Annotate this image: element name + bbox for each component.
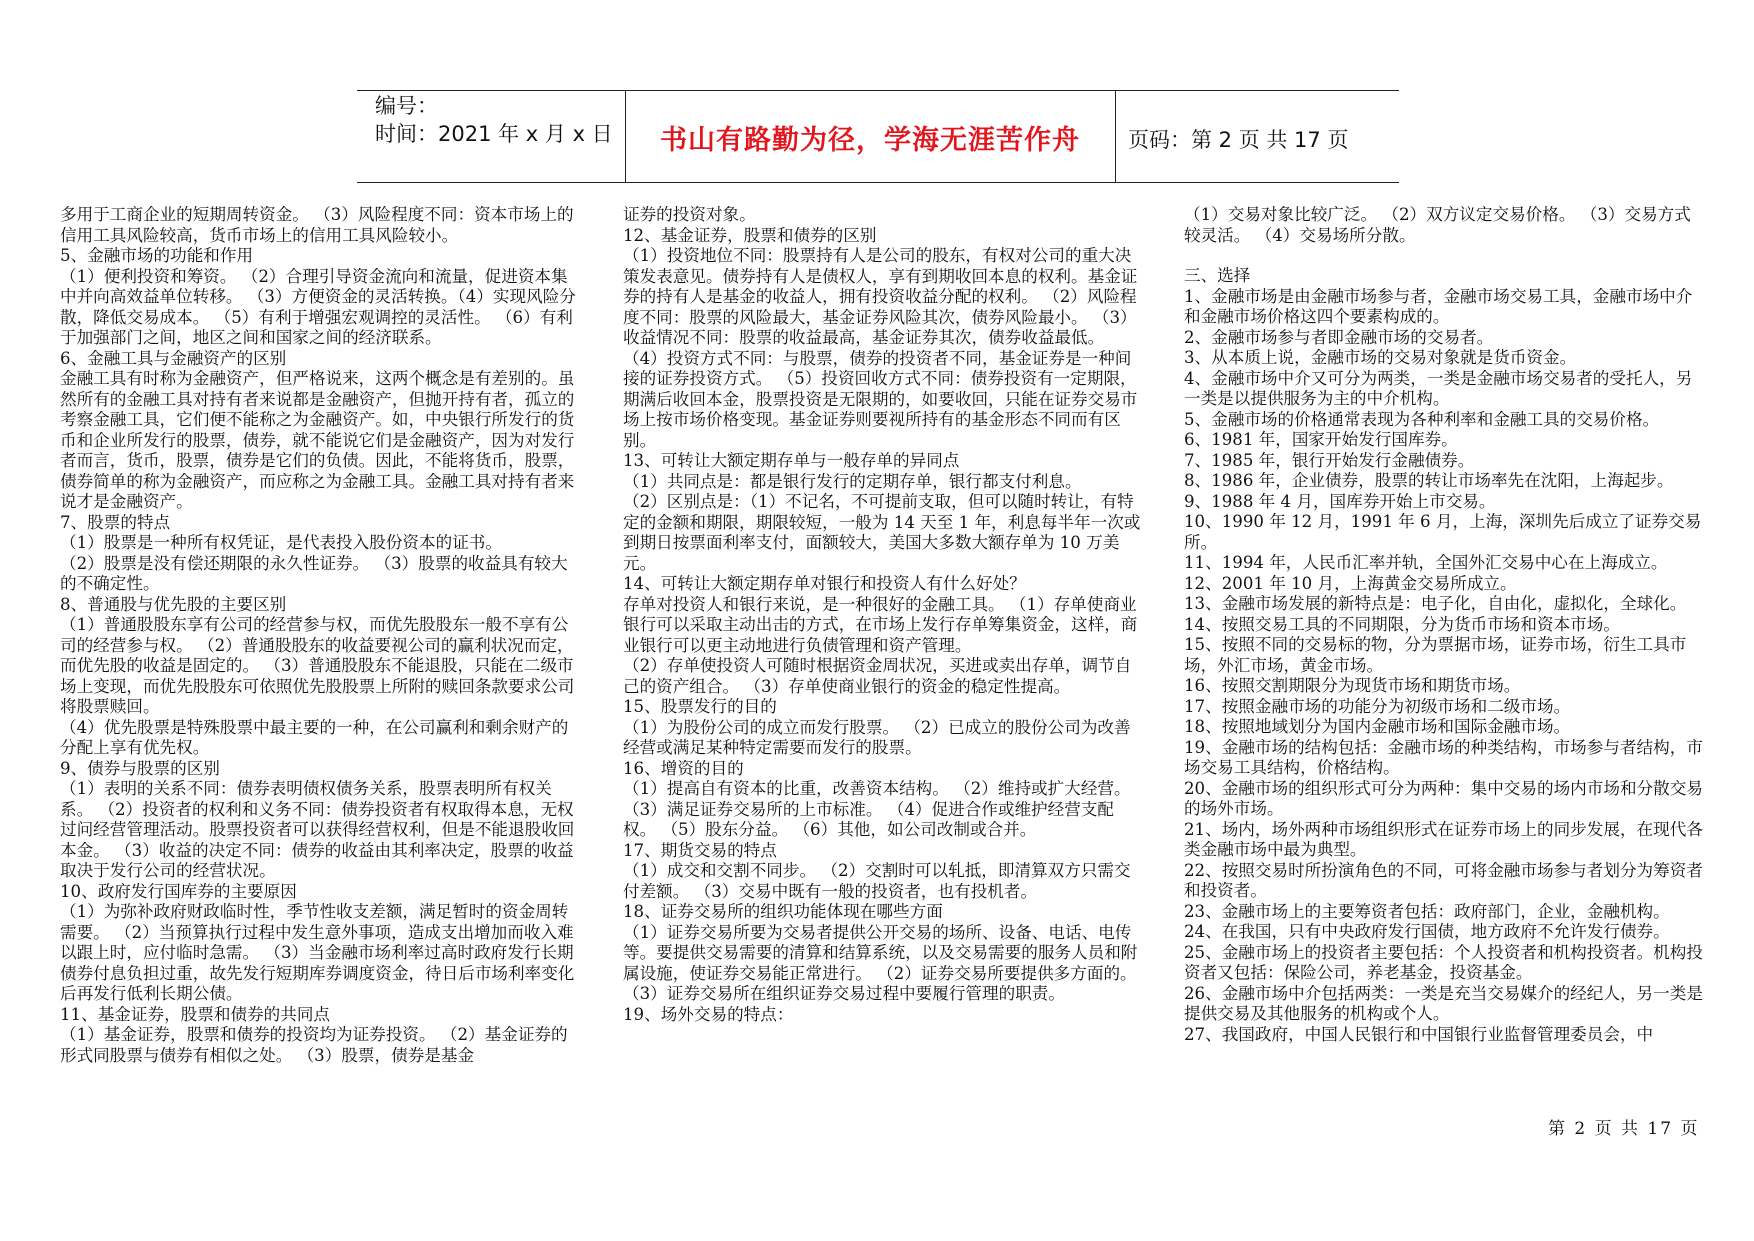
- list-item: 24、在我国，只有中央政府发行国债，地方政府不允许发行债券。: [1184, 922, 1670, 941]
- paragraph: （1）为弥补政府财政临时性，季节性收支差额，满足暂时的资金周转需要。 （2）当预算执行过程中发生意外事项，造成支出增加而收入难以跟上时，应付临时急需。 （3）当金融市场利率过高时政府发行长期债券付息负担过重，故先发行短期库券调度资金，待日后市场利率变化后再发行低利长期公债。: [60, 902, 575, 1003]
- text-column-3: [1184, 205, 1704, 1105]
- time-label: 时间：2021 年 x 月 x 日: [375, 122, 613, 146]
- paragraph: （1）提高自有资本的比重，改善资本结构。 （2）维持或扩大经营。（3）满足证券交易所的上市标准。 （4）促进合作或维护经营支配权。 （5）股东分益。 （6）其他，如公司改制或合并。: [623, 779, 1131, 839]
- list-item: 1、金融市场是由金融市场参与者，金融市场交易工具，金融市场中介和金融市场价格这四个要素构成的。: [1184, 286, 1693, 326]
- paragraph: 13、可转让大额定期存单与一般存单的异同点: [623, 451, 960, 470]
- paragraph: 17、期货交易的特点: [623, 840, 777, 860]
- paragraph: （1）表明的关系不同：债券表明债权债务关系，股票表明所有权关系。 （2）投资者的权利和义务不同：债券投资者有权取得本息，无权过问经营管理活动。股票投资者可以获得经营权利，但是不能退股收回本金。 （3）收益的决定不同：债券的收益由其利率决定，股票的收益取决于发行公司的经营状况。: [60, 779, 575, 880]
- paragraph: （1）证券交易所要为交易者提供公开交易的场所、设备、电话、电传等。要提供交易需要的清算和结算系统，以及交易需要的服务人员和附属设施，使证券交易能正常进行。 （2）证券交易所要提供多方面的。 （3）证券交易所在组织证券交易过程中要履行管理的职责。: [623, 922, 1138, 1003]
- list-item: 8、1986 年，企业债券，股票的转让市场率先在沈阳，上海起步。: [1184, 471, 1674, 490]
- header-divider-right: [1115, 90, 1116, 182]
- paragraph: 5、金融市场的功能和作用: [60, 246, 254, 265]
- paragraph: 15、股票发行的目的: [623, 697, 777, 716]
- text-column-1: [60, 205, 580, 1105]
- paragraph: 11、基金证券，股票和债券的共同点: [60, 1004, 331, 1024]
- paragraph: （1）为股份公司的成立而发行股票。 （2）已成立的股份公司为改善经营或满足某种特定需要而发行的股票。: [623, 717, 1131, 757]
- spacer: [1184, 246, 1704, 266]
- paragraph: （2）股票是没有偿还期限的永久性证券。 （3）股票的收益具有较大的不确定性。: [60, 553, 568, 593]
- list-item: 18、按照地域划分为国内金融市场和国际金融市场。: [1184, 717, 1571, 736]
- footer-page-number: 第 2 页 共 17 页: [1548, 1119, 1700, 1139]
- list-item: 25、金融市场上的投资者主要包括：个人投资者和机构投资者。机构投资者又包括：保险公司，养老基金，投资基金。: [1184, 942, 1703, 982]
- header-meta: [375, 92, 613, 148]
- list-item: 21、场内，场外两种市场组织形式在证券市场上的同步发展，在现代各类金融市场中最为典型。: [1184, 819, 1703, 859]
- list-item: 26、金融市场中介包括两类：一类是充当交易媒介的经纪人，另一类是提供交易及其他服务的机构或个人。: [1184, 983, 1703, 1023]
- paragraph: 12、基金证券，股票和债券的区别: [623, 225, 877, 245]
- list-item: 15、按照不同的交易标的物，分为票据市场，证券市场，衍生工具市场，外汇市场，黄金市场。: [1184, 635, 1687, 675]
- paragraph: 多用于工商企业的短期周转资金。 （3）风险程度不同：资本市场上的信用工具风险较高，货币市场上的信用工具风险较小。: [60, 205, 574, 245]
- paragraph: 19、场外交易的特点：: [623, 1004, 794, 1024]
- list-item: 23、金融市场上的主要筹资者包括：政府部门，企业，金融机构。: [1184, 901, 1670, 921]
- list-item: 20、金融市场的组织形式可分为两种：集中交易的场内市场和分散交易的场外市场。: [1184, 778, 1703, 818]
- list-item: 3、从本质上说，金融市场的交易对象就是货币资金。: [1184, 348, 1577, 367]
- paragraph: 18、证券交易所的组织功能体现在哪些方面: [623, 902, 943, 921]
- paragraph: （2）存单使投资人可随时根据资金周状况，买进或卖出存单，调节自己的资产组合。 （3）存单使商业银行的资金的稳定性提高。: [623, 656, 1132, 696]
- paragraph: （1）投资地位不同：股票持有人是公司的股东，有权对公司的重大决策发表意见。债券持有人是债权人，享有到期收回本息的权利。基金证券的持有人是基金的收益人，拥有投资收益分配的权利。 （2）风险程度不同：股票的风险最大，基金证券风险其次，债券风险最小。 （3）收益情况不同：股票的收益最高，基金证券其次，债券收益最低。 （4）投资方式不同：与股票，债券的投资者不同，基金证券是一种间接的证券投资方式。 （5）投资回收方式不同：债券投资有一定期限，期满后收回本金，股票投资是无限期的，如要收回，只能在证券交易市场上按市场价格变现。基金证券则要视所持有的基金形态不同而有区别。: [623, 246, 1138, 450]
- paragraph: （1）基金证券，股票和债券的投资均为证券投资。 （2）基金证券的形式同股票与债券有相似之处。 （3）股票，债券是基金: [60, 1025, 568, 1065]
- header-motto: 书山有路勤为径，学海无涯苦作舟: [660, 125, 1080, 156]
- paragraph: （1）股票是一种所有权凭证，是代表投入股份资本的证书。: [60, 533, 502, 552]
- paragraph: 14、可转让大额定期存单对银行和投资人有什么好处？: [623, 574, 1026, 593]
- list-item: 10、1990 年 12 月，1991 年 6 月，上海，深圳先后成立了证券交易所。: [1184, 512, 1702, 552]
- list-item: 7、1985 年，银行开始发行金融债券。: [1184, 450, 1475, 470]
- header-page-number: 页码：第 2 页 共 17 页: [1128, 128, 1349, 152]
- paragraph: 存单对投资人和银行来说，是一种很好的金融工具。 （1）存单使商业银行可以采取主动出击的方式，在市场上发行存单筹集资金，这样，商业银行可以更主动地进行负债管理和资产管理。: [623, 594, 1138, 655]
- paragraph: （1）便利投资和筹资。 （2）合理引导资金流向和流量，促进资本集中并向高效益单位转移。 （3）方便资金的灵活转换。（4）实现风险分散，降低交易成本。 （5）有利于增强宏观调控的灵活性。 （6）有利于加强部门之间，地区之间和国家之间的经济联系。: [60, 266, 576, 347]
- list-item: 5、金融市场的价格通常表现为各种利率和金融工具的交易价格。: [1184, 409, 1660, 429]
- header-bottom-rule: [357, 182, 1399, 183]
- list-item: 11、1994 年，人民币汇率并轨，全国外汇交易中心在上海成立。: [1184, 553, 1668, 572]
- paragraph: 16、增资的目的: [623, 758, 744, 778]
- paragraph: 9、债券与股票的区别: [60, 758, 220, 778]
- paragraph: （1）成交和交割不同步。 （2）交割时可以轧抵，即清算双方只需交付差额。 （3）交易中既有一般的投资者，也有投机者。: [623, 861, 1131, 901]
- list-item: 22、按照交易时所扮演角色的不同，可将金融市场参与者划分为筹资者和投资者。: [1184, 860, 1703, 900]
- header-top-rule: [357, 90, 1399, 91]
- list-item: 6、1981 年，国家开始发行国库券。: [1184, 430, 1458, 449]
- list-item: 13、金融市场发展的新特点是：电子化，自由化，虚拟化，全球化。: [1184, 594, 1687, 613]
- text-column-2: [623, 205, 1143, 1105]
- paragraph: （2）区别点是：（1）不记名，不可提前支取，但可以随时转让，有特定的金额和期限，期限较短，一般为 14 天至 1 年，利息每半年一次或到期日按票面利率支付，面额较大，美国大多数大额存单为 10 万美元。: [623, 492, 1141, 573]
- paragraph: 6、金融工具与金融资产的区别: [60, 348, 287, 368]
- paragraph: 10、政府发行国库券的主要原因: [60, 881, 297, 901]
- paragraph: 8、普通股与优先股的主要区别: [60, 594, 287, 614]
- list-item: 12、2001 年 10 月，上海黄金交易所成立。: [1184, 573, 1517, 593]
- list-item: 16、按照交割期限分为现货市场和期货市场。: [1184, 676, 1521, 695]
- paragraph: （1）共同点是：都是银行发行的定期存单，银行都支付利息。: [623, 471, 1082, 491]
- list-item: 4、金融市场中介又可分为两类，一类是金融市场交易者的受托人，另一类是以提供服务为主的中介机构。: [1184, 368, 1693, 408]
- paragraph: 金融工具有时称为金融资产，但严格说来，这两个概念是有差别的。虽然所有的金融工具对持有者来说都是金融资产，但抛开持有者，孤立的考察金融工具，它们便不能称之为金融资产。如，中央银行所发行的货币和企业所发行的股票，债券，就不能说它们是金融资产，因为对发行者而言，货币，股票，债券是它们的负债。因此，不能将货币，股票，债券简单的称为金融资产，而应称之为金融工具。金融工具对持有者来说才是金融资产。: [60, 369, 575, 511]
- list-item: 14、按照交易工具的不同期限，分为货币市场和资本市场。: [1184, 614, 1620, 634]
- section-heading: 三、选择: [1184, 266, 1251, 285]
- list-item: 19、金融市场的结构包括：金融市场的种类结构，市场参与者结构，市场交易工具结构，价格结构。: [1184, 737, 1703, 777]
- list-item: 2、金融市场参与者即金融市场的交易者。: [1184, 327, 1494, 347]
- paragraph: 7、股票的特点: [60, 512, 171, 532]
- list-item: 27、我国政府，中国人民银行和中国银行业监督管理委员会，中: [1184, 1024, 1654, 1044]
- paragraph: （1）交易对象比较广泛。 （2）双方议定交易价格。 （3）交易方式较灵活。 （4）交易场所分散。: [1184, 205, 1691, 245]
- serial-label: 编号：: [375, 94, 438, 118]
- list-item: 9、1988 年 4 月，国库券开始上市交易。: [1184, 491, 1496, 511]
- paragraph: 证券的投资对象。: [623, 205, 756, 224]
- paragraph: （1）普通股股东享有公司的经营参与权，而优先股股东一般不享有公司的经营参与权。 （2）普通股股东的收益要视公司的赢利状况而定，而优先股的收益是固定的。 （3）普通股股东不能退股，只能在二级市场上变现，而优先股股东可依照优先股股票上所附的赎回条款要求公司将股票赎回。: [60, 615, 575, 716]
- list-item: 17、按照金融市场的功能分为初级市场和二级市场。: [1184, 696, 1571, 716]
- paragraph: （4）优先股票是特殊股票中最主要的一种，在公司赢利和剩余财产的分配上享有优先权。: [60, 717, 569, 757]
